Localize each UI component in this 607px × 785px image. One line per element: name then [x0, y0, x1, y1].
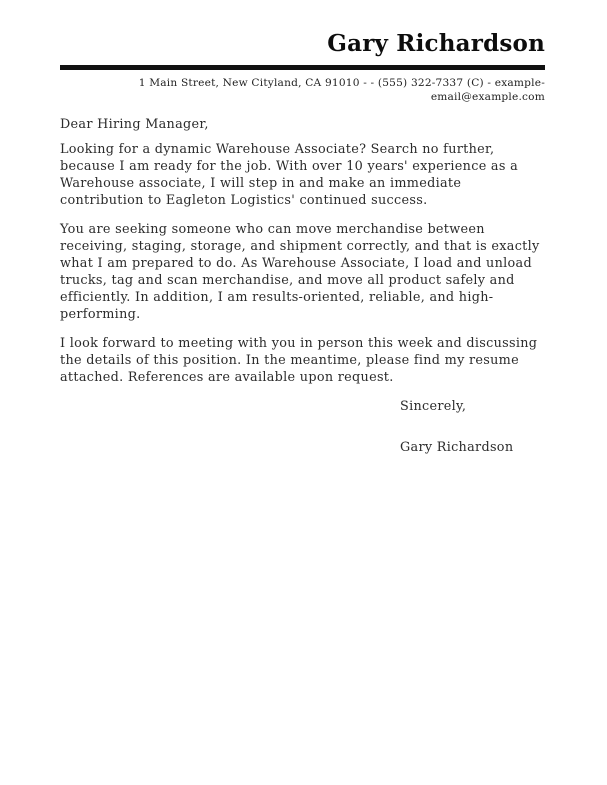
paragraph-skills: You are seeking someone who can move merchandise between receiving, staging, storage, and shipment correctly, and that is exactly what I am prepared to do. As Warehouse Associate, I load and unload trucks, tag and scan merchandise, and move all product safely and efficiently. In addition, I am results-oriented, reliable, and high-performing.: [60, 221, 540, 322]
paragraph-closing: I look forward to meeting with you in person this week and discussing the details of this position. In the meantime, please find my resume attached. References are available upon request.: [60, 335, 538, 385]
letter-body: [60, 116, 545, 456]
double-rule-divider: [60, 65, 545, 70]
salutation: Dear Hiring Manager,: [60, 116, 209, 132]
paragraph-intro: Looking for a dynamic Warehouse Associate? Search no further, because I am ready for the job. With over 10 years' experience as a Warehouse associate, I will step in and make an immediate contribution to Eagleton Logistics' continued success.: [60, 141, 519, 208]
signature-name: Gary Richardson: [400, 439, 514, 455]
closing: Sincerely,: [400, 398, 467, 414]
signature-block: [400, 398, 545, 456]
letter-header: [60, 30, 545, 104]
contact-line: 1 Main Street, New Cityland, CA 91010 - - (555) 322-7337 (C) - example-email@example.com: [138, 76, 545, 103]
page-title: Gary Richardson: [327, 30, 545, 57]
